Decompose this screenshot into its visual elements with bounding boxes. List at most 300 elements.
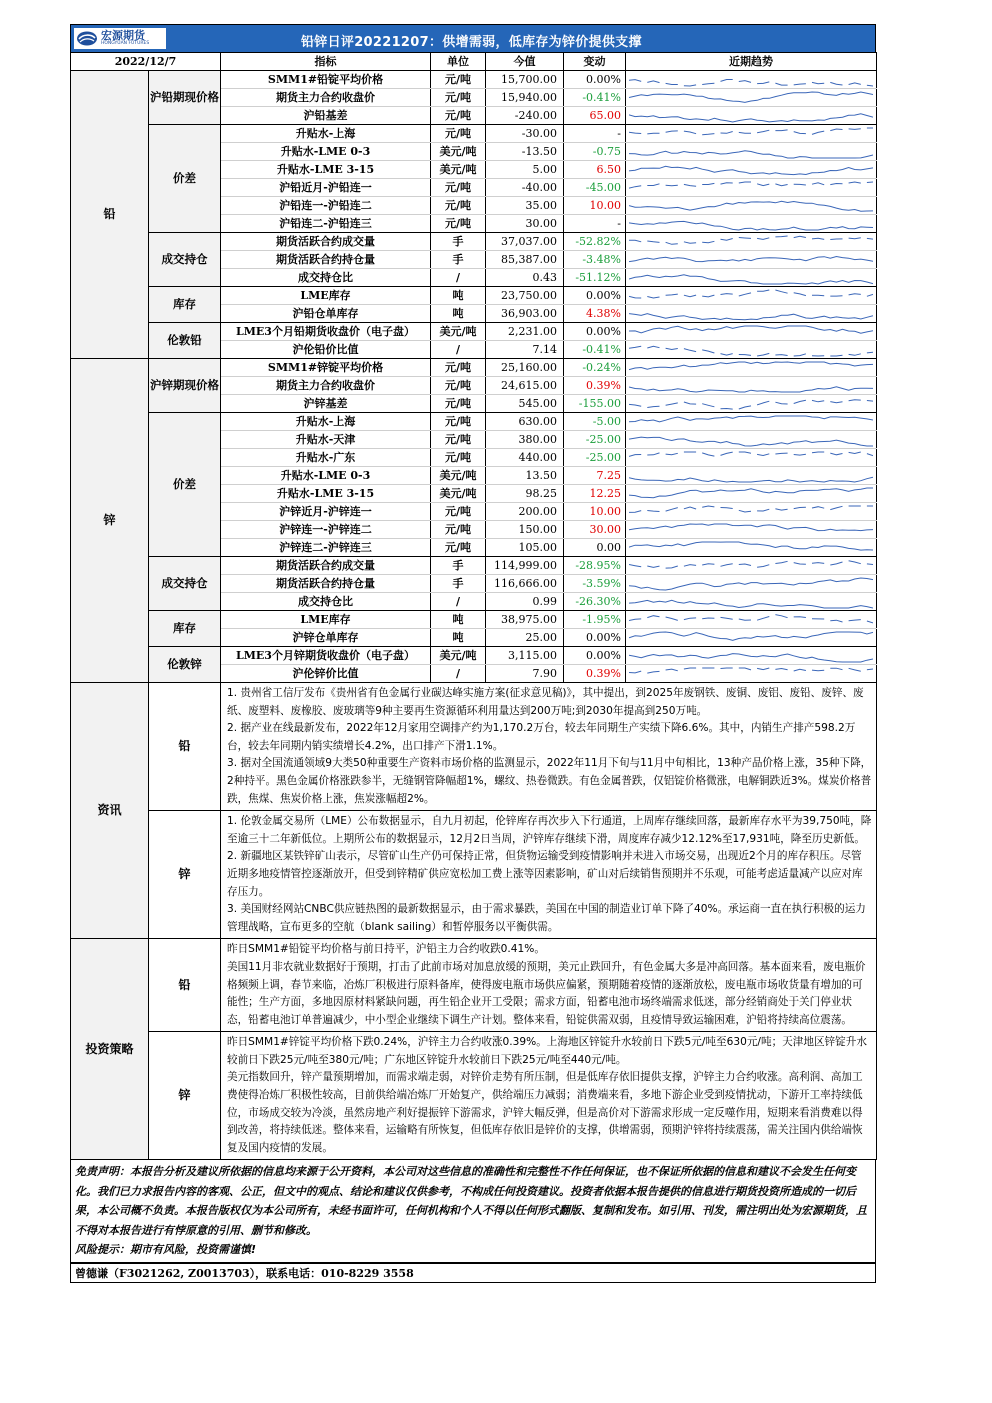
value-cell: 13.50 [486, 467, 564, 485]
sparkline-svg [629, 432, 873, 448]
sparkline-svg [629, 594, 873, 610]
table-row [71, 647, 877, 665]
sparkline-path [629, 150, 873, 157]
disclaimer-text: 免责声明：本报告分析及建议所依据的信息均来源于公开资料，本公司对这些信息的准确性和完整性不作任何保证，也不保证所依据的信息和建议不会发生任何变化。我们已力求报告内容的客观、公正，但文中的观点、结论和建议仅供参考，不构成任何投资建议。投资者依据本报告提供的信息进行期货投资所造成的一切后果，本公司概不负责。本报告版权仅为本公司所有，未经书面许可，任何机构和个人不得以任何形式翻版、复制和发布。如引用、刊发，需注明出处为宏源期货，且不得对本报告进行有悖原意的引用、删节和修改。 [75, 1165, 867, 1237]
value-cell: -30.00 [486, 125, 564, 143]
sparkline-path [629, 653, 873, 661]
strategy-lead-label: 铅 [149, 939, 221, 1032]
sparkline-svg [629, 378, 873, 394]
col-trend: 近期趋势 [626, 53, 877, 71]
change-cell: -3.48% [564, 251, 626, 269]
group-label-pb_vol: 成交持仓 [149, 233, 221, 287]
sparkline-svg [629, 306, 873, 322]
trend-sparkline [626, 503, 877, 521]
change-cell: -45.00 [564, 179, 626, 197]
unit-label: 元/吨 [431, 539, 486, 557]
sparkline-path [629, 437, 873, 446]
unit-label: 吨 [431, 611, 486, 629]
sparkline-svg [629, 630, 873, 646]
value-cell: 7.14 [486, 341, 564, 359]
disclaimer [70, 1160, 876, 1263]
sparkline-svg [629, 108, 873, 124]
sparkline-svg [629, 72, 873, 88]
unit-label: 元/吨 [431, 377, 486, 395]
change-cell: 65.00 [564, 107, 626, 125]
sparkline-path [629, 416, 873, 422]
change-cell: 4.38% [564, 305, 626, 323]
report-title: 铅锌日评20221207：供增需弱，低库存为锌价提供支撑 [301, 35, 642, 50]
value-cell: 2,231.00 [486, 323, 564, 341]
trend-sparkline [626, 305, 877, 323]
news-zinc-text [221, 811, 877, 939]
table-header-row [71, 53, 877, 71]
value-cell: 0.99 [486, 593, 564, 611]
change-cell: -5.00 [564, 413, 626, 431]
indicator-label: LME库存 [221, 611, 431, 629]
sparkline-path [629, 113, 873, 121]
group-label-pb_lme: 伦敦铅 [149, 323, 221, 359]
indicator-label: 沪锌近月-沪锌连一 [221, 503, 431, 521]
change-cell: 0.39% [564, 377, 626, 395]
data-table [70, 52, 877, 683]
indicator-label: 升贴水-LME 0-3 [221, 467, 431, 485]
indicator-label: 升贴水-LME 0-3 [221, 143, 431, 161]
value-cell: 545.00 [486, 395, 564, 413]
sparkline-svg [629, 576, 873, 592]
unit-label: 元/吨 [431, 413, 486, 431]
strategy-lead-para: 昨日SMM1#铅锭平均价格与前日持平，沪铅主力合约收跌0.41%。 [227, 943, 545, 956]
sparkline-path [629, 600, 873, 608]
sparkline-path [629, 452, 873, 456]
change-cell: 30.00 [564, 521, 626, 539]
indicator-label: 期货活跃合约成交量 [221, 557, 431, 575]
sparkline-path [629, 79, 873, 86]
unit-label: 元/吨 [431, 449, 486, 467]
trend-sparkline [626, 71, 877, 89]
trend-sparkline [626, 377, 877, 395]
sparkline-path [629, 578, 873, 590]
trend-sparkline [626, 485, 877, 503]
col-unit: 单位 [431, 53, 486, 71]
change-cell: -0.41% [564, 89, 626, 107]
trend-sparkline [626, 287, 877, 305]
unit-label: 元/吨 [431, 431, 486, 449]
sparkline-path [629, 166, 873, 174]
value-cell: 38,975.00 [486, 611, 564, 629]
unit-label: 手 [431, 233, 486, 251]
unit-label: 吨 [431, 287, 486, 305]
sparkline-path [629, 632, 873, 640]
sparkline-path [629, 326, 873, 333]
trend-sparkline [626, 521, 877, 539]
sparkline-svg [629, 216, 873, 232]
unit-label: 美元/吨 [431, 161, 486, 179]
trend-sparkline [626, 179, 877, 197]
sparkline-svg [629, 522, 873, 538]
unit-label: 元/吨 [431, 521, 486, 539]
unit-label: 美元/吨 [431, 647, 486, 665]
col-indicator: 指标 [221, 53, 431, 71]
change-cell: 0.00% [564, 287, 626, 305]
indicator-label: 期货主力合约收盘价 [221, 89, 431, 107]
value-cell: 30.00 [486, 215, 564, 233]
company-logo [74, 28, 166, 49]
col-change: 变动 [564, 53, 626, 71]
unit-label: / [431, 593, 486, 611]
sparkline-svg [629, 198, 873, 214]
sparkline-path [629, 221, 873, 230]
change-cell: 10.00 [564, 503, 626, 521]
news-section-label: 资讯 [71, 683, 149, 939]
change-cell: -0.75 [564, 143, 626, 161]
indicator-label: 升贴水-上海 [221, 413, 431, 431]
change-cell: 0.00 [564, 539, 626, 557]
change-cell: -26.30% [564, 593, 626, 611]
value-cell: 98.25 [486, 485, 564, 503]
change-cell: 0.00% [564, 71, 626, 89]
strategy-lead-para: 美国11月非农就业数据好于预期，打击了此前市场对加息放缓的预期，美元止跌回升，有色金属大多是冲高回落。基本面来看，废电瓶价格频频上调，春节来临，冶炼厂积极进行原料备库，使得废电瓶市场供应偏紧，预期随着疫情的逐渐放松，废电瓶市场收货量有增加的可能性；生产方面，多地因原材料紧缺问题，再生铅企业开工受限；需求方面，铅蓄电池市场终端需求低迷，部分经销商处于关门停业状态，铅蓄电池订单普遍减少，中小型企业继续下调生产计划。整体来看，铅锭供需双弱，且疫情导致运输困难，沪铅将持续高位震荡。 [227, 960, 866, 1026]
value-cell: 380.00 [486, 431, 564, 449]
value-cell: 630.00 [486, 413, 564, 431]
indicator-label: 成交持仓比 [221, 593, 431, 611]
value-cell: 24,615.00 [486, 377, 564, 395]
change-cell: - [564, 125, 626, 143]
sparkline-svg [629, 144, 873, 160]
analyst-contact: 曾德谦（F3021262, Z0013703），联系电话：010-8229 3558 [70, 1263, 876, 1283]
report-date: 2022/12/7 [71, 53, 221, 71]
indicator-label: SMM1#锌锭平均价格 [221, 359, 431, 377]
trend-sparkline [626, 431, 877, 449]
change-cell: 0.00% [564, 323, 626, 341]
sparkline-svg [629, 396, 873, 412]
change-cell: -28.95% [564, 557, 626, 575]
trend-sparkline [626, 395, 877, 413]
unit-label: 吨 [431, 305, 486, 323]
value-cell: 25.00 [486, 629, 564, 647]
col-value: 今值 [486, 53, 564, 71]
sparkline-path [629, 386, 873, 391]
change-cell: -52.82% [564, 233, 626, 251]
table-row [71, 71, 877, 89]
indicator-label: 沪锌仓单库存 [221, 629, 431, 647]
news-lead-item: 1. 贵州省工信厅发布《贵州省有色金属行业碳达峰实施方案(征求意见稿)》，其中提出，到2025年废钢铁、废铜、废铝、废铅、废锌、废纸、废塑料、废橡胶、废玻璃等9种主要再生资源循环利用量达到200万吨;到2030年提高到250万吨。 [227, 687, 864, 717]
sparkline-path [629, 668, 873, 673]
sparkline-path [629, 182, 873, 188]
value-cell: 35.00 [486, 197, 564, 215]
news-zinc-item: 1. 伦敦金属交易所（LME）公布数据显示，自九月初起，伦锌库存再次步入下行通道，上周库存继续回落，最新库存水平为39,750吨，降至逾三十二年新低位。上期所公布的数据显示，12月2日当周，沪锌库存继续下滑，周度库存减少12.12%至17,931吨，降至历史新低。 [227, 815, 872, 845]
sparkline-svg [629, 450, 873, 466]
group-label-zn_vol: 成交持仓 [149, 557, 221, 611]
indicator-label: 沪铅连二-沪铅连三 [221, 215, 431, 233]
value-cell: 114,999.00 [486, 557, 564, 575]
trend-sparkline [626, 647, 877, 665]
strategy-section-label: 投资策略 [71, 939, 149, 1160]
sparkline-svg [629, 162, 873, 178]
change-cell: 6.50 [564, 161, 626, 179]
value-cell: 105.00 [486, 539, 564, 557]
group-label-zn_spot: 沪锌期现价格 [149, 359, 221, 413]
value-cell: 37,037.00 [486, 233, 564, 251]
value-cell: 3,115.00 [486, 647, 564, 665]
unit-label: 美元/吨 [431, 485, 486, 503]
sparkline-svg [629, 648, 873, 664]
unit-label: 手 [431, 557, 486, 575]
trend-sparkline [626, 557, 877, 575]
value-cell: -13.50 [486, 143, 564, 161]
change-cell: -51.12% [564, 269, 626, 287]
news-zinc-label: 锌 [149, 811, 221, 939]
company-name-cn: 宏源期货 [101, 29, 145, 42]
table-row [71, 413, 877, 431]
value-cell: 23,750.00 [486, 287, 564, 305]
news-zinc-item: 2. 新疆地区某铁锌矿山表示，尽管矿山生产仍可保持正常，但货物运输受到疫情影响并未进入市场交易，出现近2个月的库存积压。尽管近期多地疫情管控逐渐放开，但受到锌精矿供应宽松加工费上涨等因素影响，矿山对后续销售预期并不乐观，可能考虑适量减产以应对库存压力。 [227, 850, 863, 898]
change-cell: - [564, 215, 626, 233]
trend-sparkline [626, 161, 877, 179]
value-cell: 116,666.00 [486, 575, 564, 593]
lead-section-label: 铅 [71, 71, 149, 359]
indicator-label: LME库存 [221, 287, 431, 305]
strategy-zinc-label: 锌 [149, 1032, 221, 1160]
change-cell: -3.59% [564, 575, 626, 593]
sparkline-path [629, 542, 873, 550]
sparkline-svg [629, 288, 873, 304]
sparkline-svg [629, 486, 873, 502]
group-label-pb_spot: 沪铅期现价格 [149, 71, 221, 125]
sparkline-path [629, 399, 873, 408]
trend-sparkline [626, 125, 877, 143]
indicator-label: 期货活跃合约持仓量 [221, 575, 431, 593]
news-lead-label: 铅 [149, 683, 221, 811]
sparkline-path [629, 128, 873, 135]
unit-label: 元/吨 [431, 197, 486, 215]
change-cell: 0.00% [564, 647, 626, 665]
change-cell: -25.00 [564, 431, 626, 449]
indicator-label: 沪锌连一-沪锌连二 [221, 521, 431, 539]
trend-sparkline [626, 413, 877, 431]
news-table [70, 683, 877, 1160]
trend-sparkline [626, 107, 877, 125]
indicator-label: 升贴水-LME 3-15 [221, 485, 431, 503]
value-cell: 5.00 [486, 161, 564, 179]
unit-label: 元/吨 [431, 89, 486, 107]
sparkline-path [629, 362, 873, 370]
sparkline-svg [629, 540, 873, 556]
trend-sparkline [626, 575, 877, 593]
trend-sparkline [626, 629, 877, 647]
report-page [70, 24, 876, 1283]
trend-sparkline [626, 611, 877, 629]
group-label-zn_lme: 伦敦锌 [149, 647, 221, 683]
change-cell: -0.41% [564, 341, 626, 359]
trend-sparkline [626, 665, 877, 683]
change-cell: 0.00% [564, 629, 626, 647]
indicator-label: 升贴水-上海 [221, 125, 431, 143]
indicator-label: 成交持仓比 [221, 269, 431, 287]
strategy-lead-text [221, 939, 877, 1032]
sparkline-path [629, 614, 873, 622]
unit-label: / [431, 341, 486, 359]
risk-warning: 风险提示：期市有风险，投资需谨慎! [75, 1243, 257, 1257]
unit-label: / [431, 269, 486, 287]
value-cell: -40.00 [486, 179, 564, 197]
indicator-label: 沪锌连二-沪锌连三 [221, 539, 431, 557]
sparkline-svg [629, 558, 873, 574]
trend-sparkline [626, 449, 877, 467]
trend-sparkline [626, 233, 877, 251]
value-cell: 85,387.00 [486, 251, 564, 269]
indicator-label: 沪铅仓单库存 [221, 305, 431, 323]
sparkline-path [629, 290, 873, 298]
indicator-label: 沪铅基差 [221, 107, 431, 125]
sparkline-svg [629, 468, 873, 484]
change-cell: 10.00 [564, 197, 626, 215]
unit-label: 美元/吨 [431, 467, 486, 485]
unit-label: 手 [431, 251, 486, 269]
table-row [71, 611, 877, 629]
trend-sparkline [626, 593, 877, 611]
sparkline-svg [629, 504, 873, 520]
indicator-label: 沪锌基差 [221, 395, 431, 413]
indicator-label: 沪铅近月-沪铅连一 [221, 179, 431, 197]
trend-sparkline [626, 251, 877, 269]
sparkline-path [629, 524, 873, 531]
sparkline-svg [629, 270, 873, 286]
sparkline-svg [629, 90, 873, 106]
sparkline-path [629, 488, 873, 498]
company-name-en: HONGYUAN FUTURES [101, 41, 150, 46]
sparkline-path [629, 236, 873, 244]
sparkline-path [629, 313, 873, 319]
indicator-label: 期货活跃合约持仓量 [221, 251, 431, 269]
indicator-label: 升贴水-LME 3-15 [221, 161, 431, 179]
trend-sparkline [626, 143, 877, 161]
indicator-label: 升贴水-广东 [221, 449, 431, 467]
indicator-label: 期货活跃合约成交量 [221, 233, 431, 251]
value-cell: 36,903.00 [486, 305, 564, 323]
sparkline-path [629, 477, 873, 482]
value-cell: 200.00 [486, 503, 564, 521]
indicator-label: 期货主力合约收盘价 [221, 377, 431, 395]
news-lead-item: 3. 据对全国流通领域9大类50种重要生产资料市场价格的监测显示，2022年11月下旬与11月中旬相比，13种产品价格上涨，35种下降，2种持平。黑色金属价格涨跌参半，无缝钢管降幅超1%，螺纹、热卷微跌。有色金属普跌，仅铝锭价格微涨，电解铜跌近3%。煤炭价格普跌，焦煤、焦炭价格上涨，焦炭涨幅超2%。 [227, 757, 872, 805]
trend-sparkline [626, 323, 877, 341]
indicator-label: 升贴水-天津 [221, 431, 431, 449]
sparkline-svg [629, 666, 873, 682]
change-cell: -0.24% [564, 359, 626, 377]
company-logo-icon [76, 30, 98, 47]
indicator-label: 沪伦锌价比值 [221, 665, 431, 683]
unit-label: 美元/吨 [431, 323, 486, 341]
trend-sparkline [626, 89, 877, 107]
sparkline-svg [629, 612, 873, 628]
value-cell: 0.43 [486, 269, 564, 287]
unit-label: 元/吨 [431, 179, 486, 197]
value-cell: 15,700.00 [486, 71, 564, 89]
unit-label: 元/吨 [431, 125, 486, 143]
change-cell: 0.39% [564, 665, 626, 683]
sparkline-path [629, 506, 873, 512]
group-label-zn_stock: 库存 [149, 611, 221, 647]
value-cell: 440.00 [486, 449, 564, 467]
indicator-label: LME3个月铅期货收盘价（电子盘） [221, 323, 431, 341]
indicator-label: SMM1#铅锭平均价格 [221, 71, 431, 89]
unit-label: 元/吨 [431, 107, 486, 125]
table-row [71, 323, 877, 341]
sparkline-svg [629, 126, 873, 142]
sparkline-svg [629, 324, 873, 340]
sparkline-svg [629, 180, 873, 196]
unit-label: / [431, 665, 486, 683]
trend-sparkline [626, 359, 877, 377]
trend-sparkline [626, 539, 877, 557]
unit-label: 元/吨 [431, 503, 486, 521]
unit-label: 吨 [431, 629, 486, 647]
indicator-label: 沪伦铅价比值 [221, 341, 431, 359]
zinc-section-label: 锌 [71, 359, 149, 683]
sparkline-path [629, 560, 873, 567]
indicator-label: LME3个月锌期货收盘价（电子盘） [221, 647, 431, 665]
table-row [71, 125, 877, 143]
value-cell: 7.90 [486, 665, 564, 683]
news-zinc-item: 3. 美国财经网站CNBC供应链热图的最新数据显示，由于需求暴跌，美国在中国的制造业订单下降了40%。承运商一直在执行积极的运力管理战略，宣布更多的空航（blank sailing）和暂停服务以平衡供需。 [227, 903, 866, 933]
table-row [71, 557, 877, 575]
change-cell: -25.00 [564, 449, 626, 467]
unit-label: 元/吨 [431, 215, 486, 233]
table-row [71, 233, 877, 251]
sparkline-path [629, 256, 873, 261]
sparkline-path [629, 346, 873, 356]
sparkline-svg [629, 342, 873, 358]
unit-label: 元/吨 [431, 359, 486, 377]
value-cell: 15,940.00 [486, 89, 564, 107]
sparkline-svg [629, 414, 873, 430]
trend-sparkline [626, 341, 877, 359]
strategy-zinc-para: 昨日SMM1#锌锭平均价格下跌0.24%，沪锌主力合约收涨0.39%。上海地区锌锭升水较前日下跌5元/吨至630元/吨；天津地区锌锭升水较前日下跌25元/吨至380元/吨；广东地区锌锭升水较前日下跌25元/吨至440元/吨。 [227, 1036, 867, 1066]
trend-sparkline [626, 197, 877, 215]
indicator-label: 沪铅连一-沪铅连二 [221, 197, 431, 215]
sparkline-svg [629, 234, 873, 250]
value-cell: -240.00 [486, 107, 564, 125]
change-cell: 12.25 [564, 485, 626, 503]
unit-label: 美元/吨 [431, 143, 486, 161]
sparkline-path [629, 201, 873, 211]
trend-sparkline [626, 215, 877, 233]
table-row [71, 359, 877, 377]
group-label-pb_spread: 价差 [149, 125, 221, 233]
report-header [70, 24, 876, 52]
strategy-zinc-para: 美元指数回升，锌产量预期增加，而需求端走弱，对锌价走势有所压制，但是低库存依旧提供支撑，沪锌主力合约收涨。高利润、高加工费使得冶炼厂积极性较高，目前供给端冶炼厂开始复产，供给端压力减弱；消费端来看，多地下游企业受到疫情扰动，下游开工率持续低位，市场成交较为冷淡，虽然房地产利好提振锌下游需求，沪锌大幅反弹，但是高价对下游需求形成一定反噬作用，短期来看消费难以得到改善，将持续低迷。整体来看，运输略有所恢复，但低库存依旧是锌价的支撑，供增需弱，预期沪锌将持续震荡，需关注国内供给端恢复及国内疫情的发展。 [227, 1071, 863, 1154]
news-lead-item: 2. 据产业在线最新发布，2022年12月家用空调排产约为1,170.2万台，较去年同期生产实绩下降6.6%。其中，内销生产排产598.2万台，较去年同期内销实绩增长4.2%，出口排产下滑1.1%。 [227, 722, 856, 752]
value-cell: 25,160.00 [486, 359, 564, 377]
change-cell: -155.00 [564, 395, 626, 413]
change-cell: -1.95% [564, 611, 626, 629]
trend-sparkline [626, 269, 877, 287]
news-lead-text [221, 683, 877, 811]
unit-label: 元/吨 [431, 71, 486, 89]
sparkline-path [629, 274, 873, 283]
unit-label: 元/吨 [431, 395, 486, 413]
value-cell: 150.00 [486, 521, 564, 539]
sparkline-svg [629, 360, 873, 376]
sparkline-path [629, 92, 873, 102]
group-label-pb_stock: 库存 [149, 287, 221, 323]
strategy-zinc-text [221, 1032, 877, 1160]
trend-sparkline [626, 467, 877, 485]
unit-label: 手 [431, 575, 486, 593]
sparkline-svg [629, 252, 873, 268]
group-label-zn_spread: 价差 [149, 413, 221, 557]
change-cell: 7.25 [564, 467, 626, 485]
table-row [71, 287, 877, 305]
